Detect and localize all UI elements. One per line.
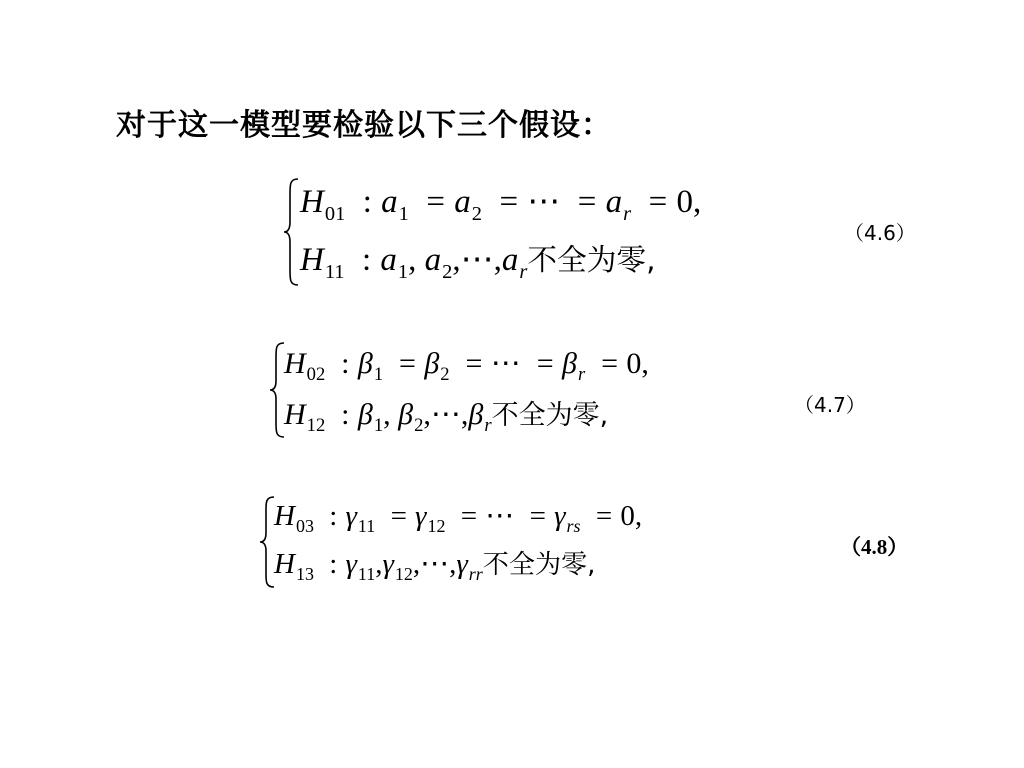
null-hypothesis-line: $H_{02}$ : $\beta_1 = \beta_2$ = ⋯ = $\beta_r = 0$, (284, 347, 649, 386)
not-all-zero-text: 不全为零, (482, 550, 596, 580)
hypothesis-system-4-6 (282, 176, 742, 288)
equation-number-4-7: （4.7） (794, 393, 866, 417)
not-all-zero-text: 不全为零, (491, 400, 609, 431)
null-hypothesis-line: $H_{01}$ : $a_1 = a_2$ = ⋯ = $a_r = 0$, (300, 184, 702, 225)
hypothesis-system-4-8 (258, 494, 718, 590)
equation-number-4-8: （4.8） (840, 535, 909, 559)
alternative-hypothesis-line: $H_{11}$ : $a_1$, $a_2,\cdots,a_r$不全为零, (300, 242, 656, 283)
null-hypothesis-line: $H_{03}$ : $\gamma_{11} = \gamma_{12}$ = ⋯ = $\gamma_{rs} = 0$, (274, 500, 643, 536)
hypothesis-subscript: 01 (324, 202, 346, 225)
heading-text: 对于这一模型要检验以下三个假设： (116, 108, 612, 143)
equation-number-4-6: （4.6） (844, 221, 916, 245)
not-all-zero-text: 不全为零, (527, 243, 656, 278)
left-brace (282, 176, 300, 288)
hypothesis-symbol: H (300, 184, 324, 220)
alternative-hypothesis-line: $H_{12}$ : $\beta_1$, $\beta_2,\cdots,\beta_r$不全为零, (284, 398, 609, 437)
hypothesis-system-4-7 (268, 340, 728, 440)
alternative-hypothesis-line: $H_{13}$ : $\gamma_{11},\gamma_{12},\cdots,\gamma_{rr}$不全为零, (274, 548, 596, 584)
